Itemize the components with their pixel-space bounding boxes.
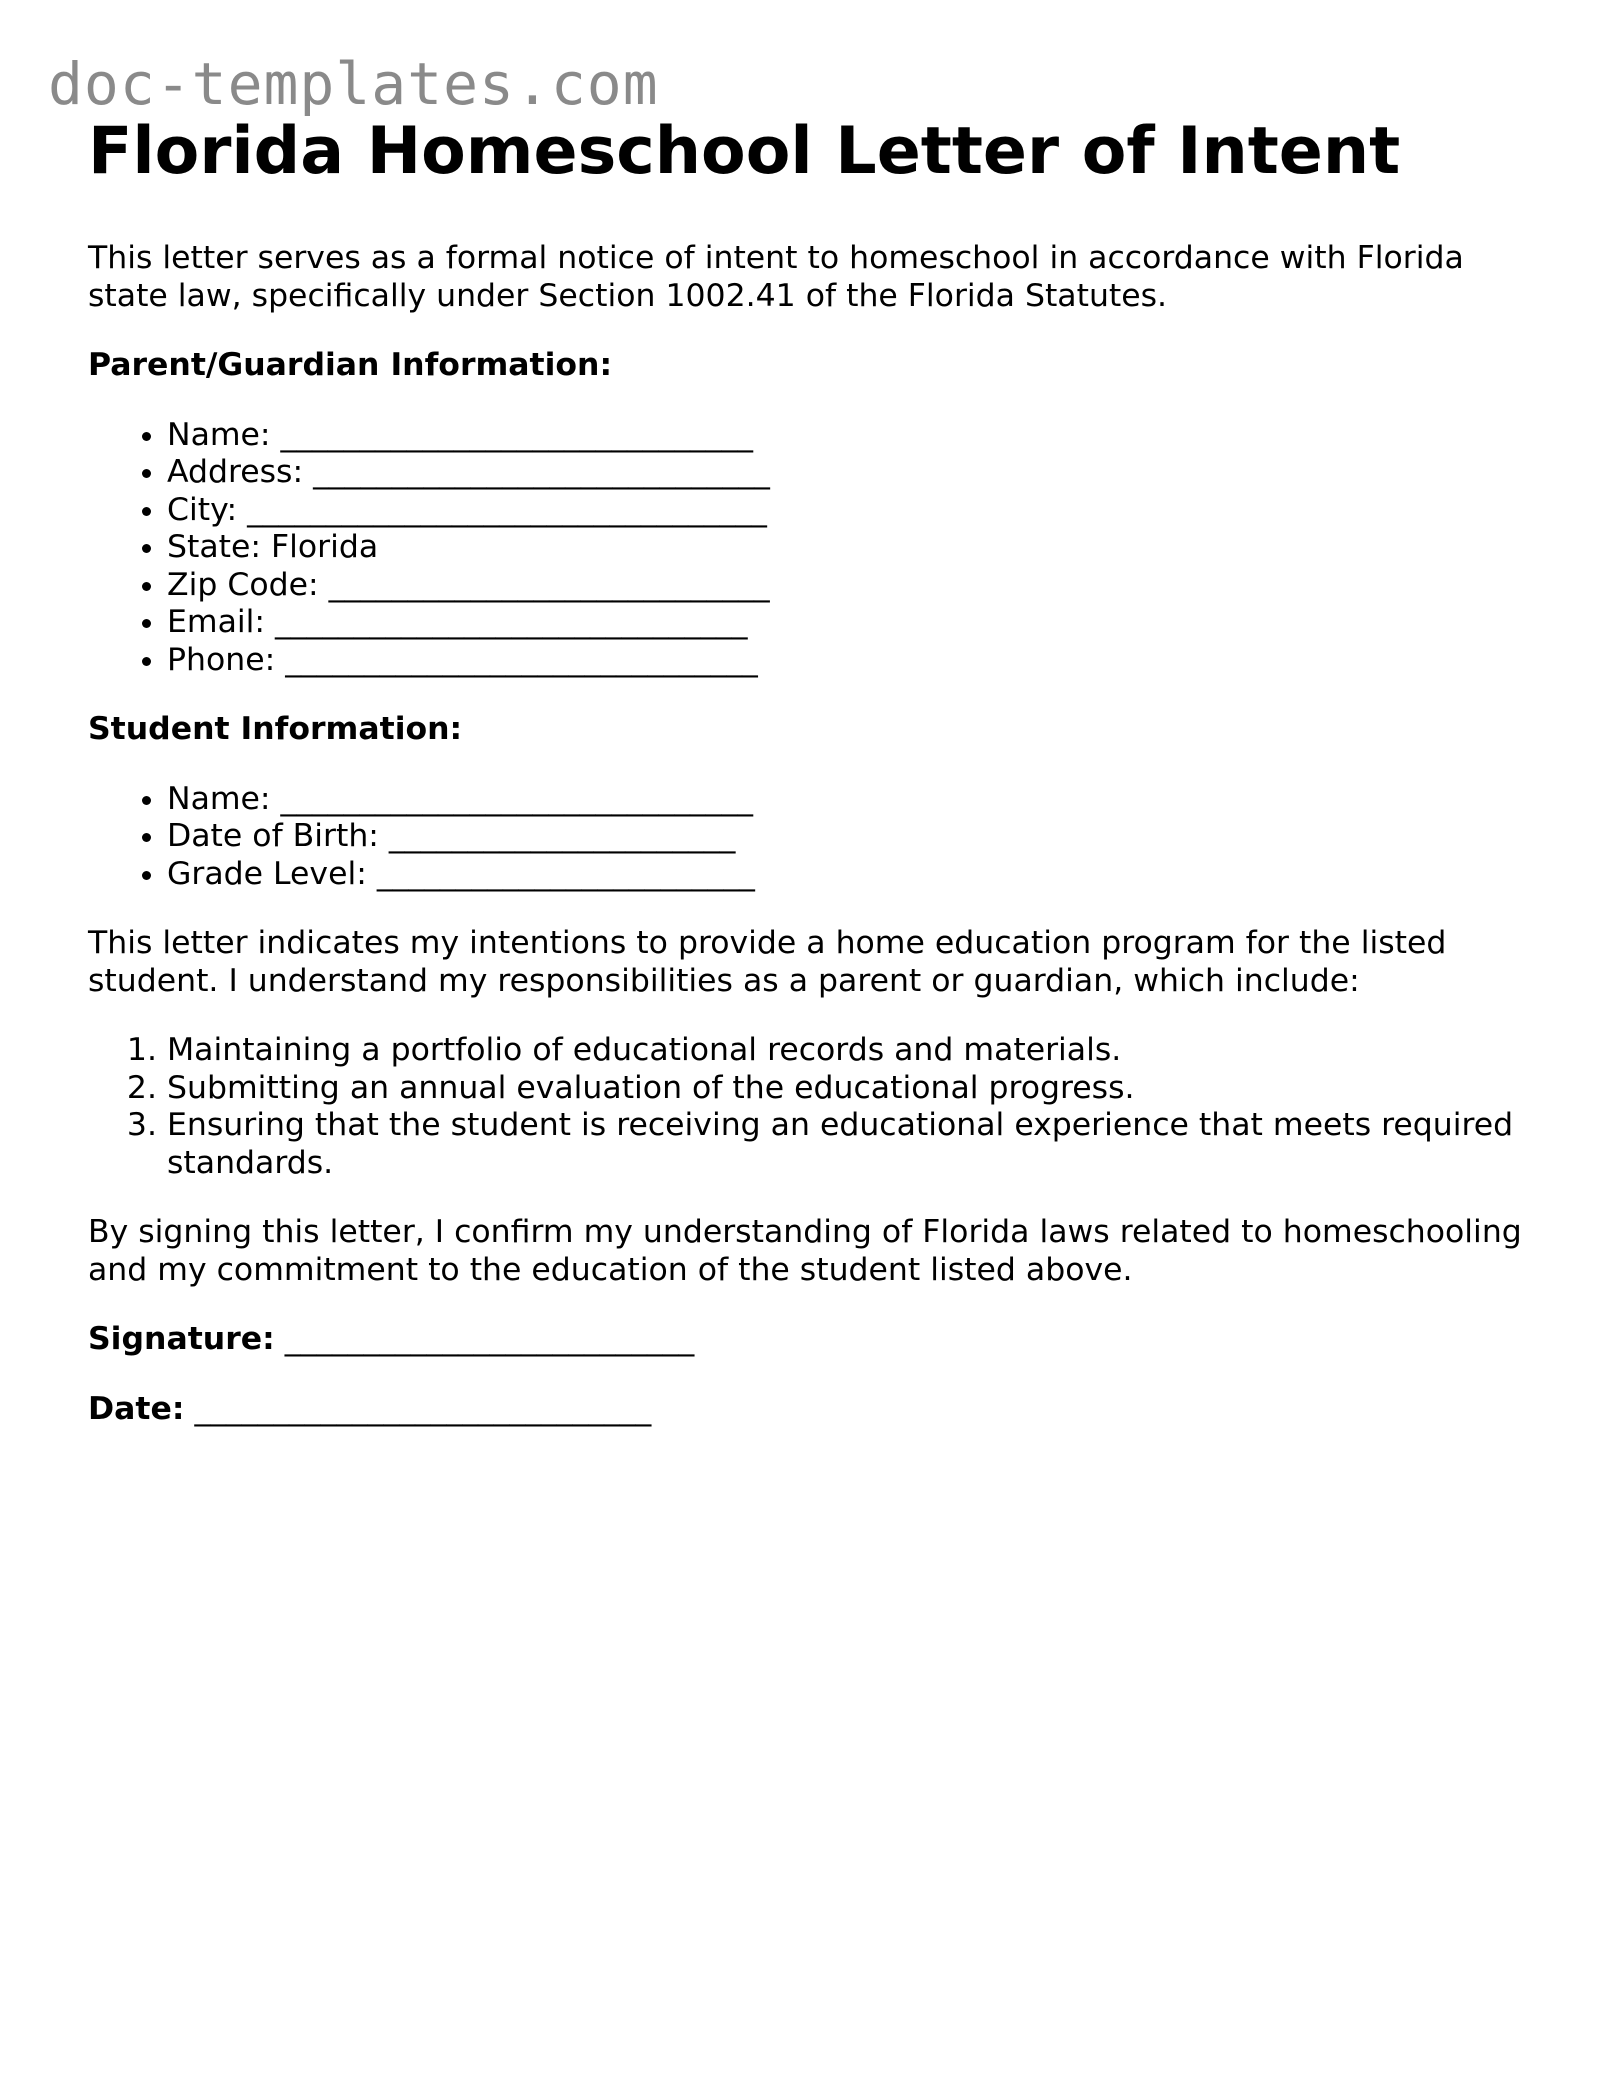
parent-phone-field: • Phone: ______________________________ [167,642,1528,680]
responsibilities-list [88,1032,1528,1182]
letter-document [88,114,1528,1428]
watermark-logo: doc-templates.com [48,50,659,118]
responsibility-item: 1. Maintaining a portfolio of educational records and materials. [167,1032,1528,1070]
parent-zip-field: • Zip Code: ____________________________ [167,567,1528,605]
confirmation-paragraph: By signing this letter, I confirm my understanding of Florida laws related to homeschooling and my commitment to the education of the student listed above. [88,1214,1522,1288]
date-line [88,1391,1528,1429]
signature-label: Signature: [88,1321,275,1357]
parent-address-field: • Address: _____________________________ [167,454,1528,492]
signature-line [88,1321,1528,1359]
responsibilities-intro: This letter indicates my intentions to provide a home education program for the listed student. I understand my responsibilities as a parent or guardian, which include: [88,925,1447,999]
date-blank: _____________________________ [194,1390,652,1427]
page-title: Florida Homeschool Letter of Intent [88,114,1401,189]
intro-paragraph: This letter serves as a formal notice of intent to homeschool in accordance with Florida state law, specifically under Section 1002.41 of the Florida Statutes. [88,240,1464,314]
student-dob-field: • Date of Birth: ______________________ [167,818,1528,856]
parent-state-field: • State: Florida [167,529,1528,567]
responsibility-item: 3. Ensuring that the student is receiving an educational experience that meets required standards. [167,1107,1528,1182]
student-info-list [88,781,1528,894]
parent-city-field: • City: _________________________________ [167,492,1528,530]
parent-email-field: • Email: ______________________________ [167,604,1528,642]
parent-section-heading: Parent/Guardian Information: [88,347,613,383]
parent-info-list [88,417,1528,680]
student-grade-field: • Grade Level: ________________________ [167,856,1528,894]
signature-blank: __________________________ [284,1321,695,1357]
parent-name-field: • Name: ______________________________ [167,417,1528,455]
responsibility-item: 2. Submitting an annual evaluation of the educational progress. [167,1070,1528,1108]
student-name-field: • Name: ______________________________ [167,781,1528,819]
student-section-heading: Student Information: [88,711,463,747]
date-label: Date: [88,1390,185,1427]
